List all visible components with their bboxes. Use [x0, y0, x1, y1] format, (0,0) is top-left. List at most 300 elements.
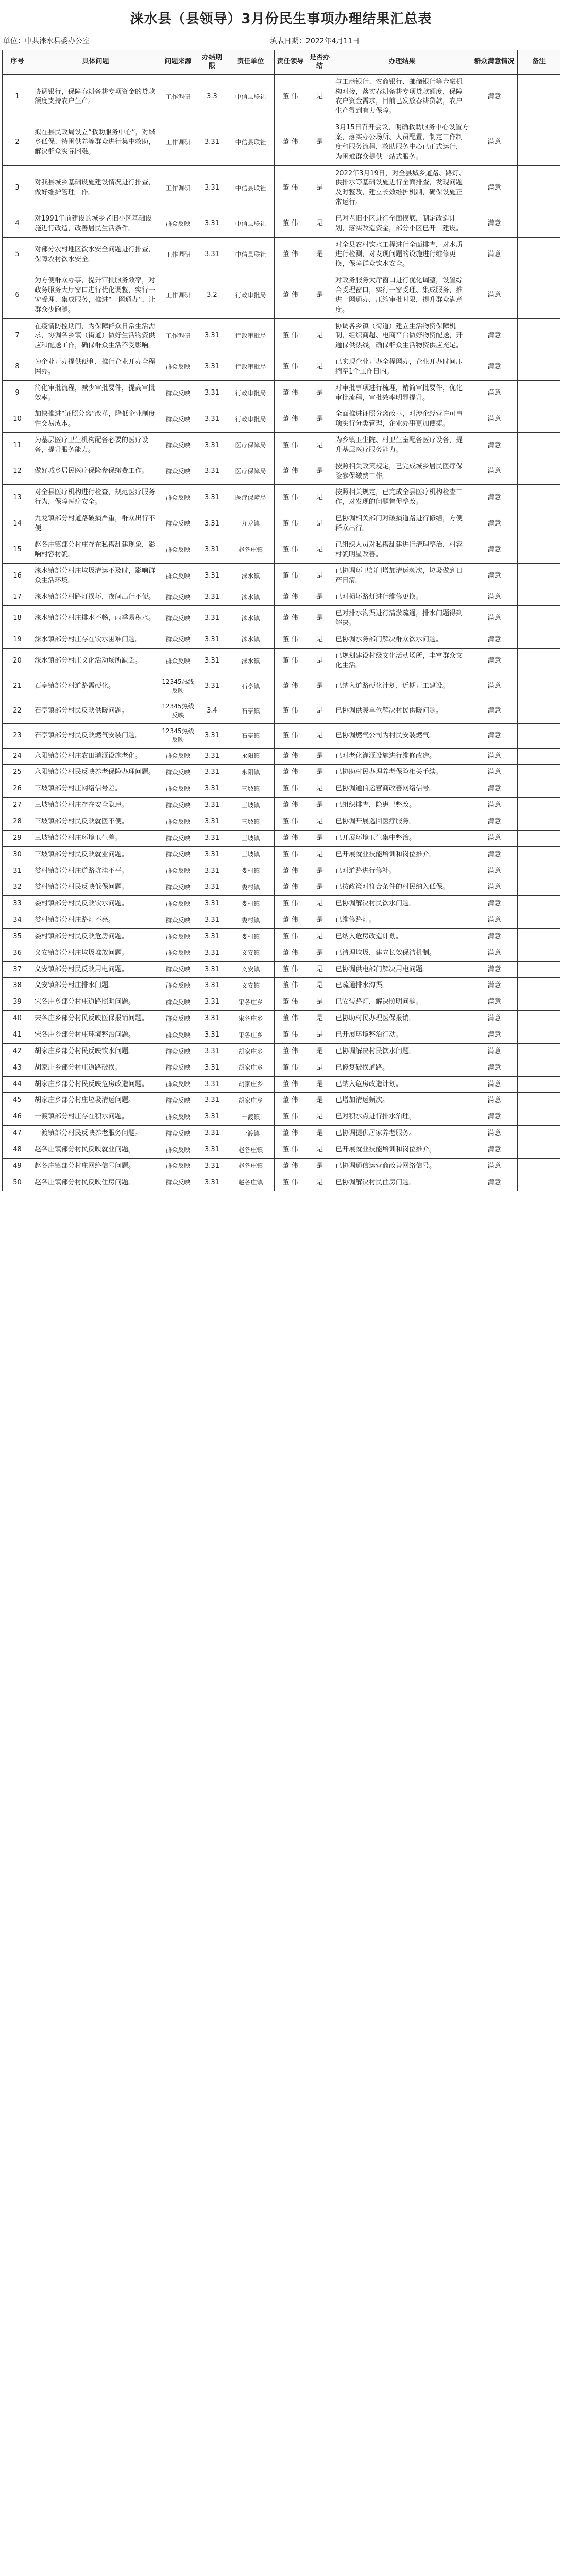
result-cell: 已对积水点进行排水治理。: [333, 1109, 471, 1126]
satisfaction-cell: 满意: [471, 537, 518, 563]
table-row: [3, 699, 560, 724]
note-cell: [518, 606, 560, 632]
row-number: 13: [3, 485, 32, 511]
note-cell: [518, 798, 560, 814]
result-cell: 为乡镇卫生院、村卫生室配备医疗设备，提升基层医疗服务能力。: [333, 433, 471, 459]
deadline-cell: 3.31: [197, 945, 227, 961]
note-cell: [518, 563, 560, 589]
row-number: 40: [3, 1011, 32, 1027]
note-cell: [518, 978, 560, 994]
completed-cell: 是: [306, 1158, 333, 1175]
source-cell: 12345热线反映: [159, 674, 197, 699]
completed-cell: 是: [306, 846, 333, 863]
problem-cell: 石亭镇部分村民反映供暖问题。: [32, 699, 159, 724]
table-row: [3, 354, 560, 381]
note-cell: [518, 1175, 560, 1191]
row-number: 35: [3, 928, 32, 945]
source-cell: 群众反映: [159, 1126, 197, 1142]
deadline-cell: 3.31: [197, 928, 227, 945]
responsible-leader-cell: 董 伟: [275, 928, 306, 945]
completed-cell: 是: [306, 928, 333, 945]
source-cell: 12345热线反映: [159, 699, 197, 724]
responsible-leader-cell: 董 伟: [275, 632, 306, 648]
completed-cell: 是: [306, 354, 333, 381]
completed-cell: 是: [306, 674, 333, 699]
note-cell: [518, 1076, 560, 1093]
row-number: 10: [3, 406, 32, 433]
satisfaction-cell: 满意: [471, 961, 518, 978]
note-cell: [518, 1158, 560, 1175]
result-cell: 已协调水务部门解决群众饮水问题。: [333, 632, 471, 648]
satisfaction-cell: 满意: [471, 211, 518, 237]
note-cell: [518, 632, 560, 648]
table-row: [3, 994, 560, 1011]
responsible-unit-cell: 宋各庄乡: [227, 1011, 275, 1027]
result-cell: 按照相关政策规定，已完成城乡居民医疗保险参保缴费工作。: [333, 459, 471, 485]
row-number: 16: [3, 563, 32, 589]
row-number: 30: [3, 846, 32, 863]
results-table: [2, 50, 560, 1191]
result-cell: 已开展就业技能培训和岗位推介。: [333, 1142, 471, 1158]
table-row: [3, 928, 560, 945]
source-cell: 群众反映: [159, 765, 197, 781]
satisfaction-cell: 满意: [471, 74, 518, 120]
satisfaction-cell: 满意: [471, 1093, 518, 1109]
row-number: 24: [3, 748, 32, 765]
responsible-leader-cell: 董 伟: [275, 830, 306, 846]
satisfaction-cell: 满意: [471, 863, 518, 879]
satisfaction-cell: 满意: [471, 380, 518, 406]
source-cell: 群众反映: [159, 1027, 197, 1043]
completed-cell: 是: [306, 459, 333, 485]
deadline-cell: 3.31: [197, 433, 227, 459]
header-cell: 群众满意情况: [471, 50, 518, 75]
responsible-leader-cell: 董 伟: [275, 723, 306, 748]
table-row: [3, 1158, 560, 1175]
problem-cell: 宋各庄乡部分村民反映医保报销问题。: [32, 1011, 159, 1027]
satisfaction-cell: 满意: [471, 723, 518, 748]
row-number: 6: [3, 273, 32, 318]
table-row: [3, 814, 560, 831]
source-cell: 工作调研: [159, 273, 197, 318]
satisfaction-cell: 满意: [471, 589, 518, 606]
problem-cell: 胡家庄乡部分村民反映饮水问题。: [32, 1043, 159, 1060]
responsible-leader-cell: 董 伟: [275, 912, 306, 929]
completed-cell: 是: [306, 863, 333, 879]
source-cell: 群众反映: [159, 798, 197, 814]
problem-cell: 三坡镇部分村庄存在安全隐患。: [32, 798, 159, 814]
problem-cell: 宋各庄乡部分村庄环境整治问题。: [32, 1027, 159, 1043]
source-cell: 群众反映: [159, 978, 197, 994]
responsible-unit-cell: 三坡镇: [227, 846, 275, 863]
row-number: 3: [3, 165, 32, 211]
note-cell: [518, 674, 560, 699]
satisfaction-cell: 满意: [471, 814, 518, 831]
source-cell: 群众反映: [159, 830, 197, 846]
note-cell: [518, 74, 560, 120]
table-row: [3, 74, 560, 120]
result-cell: 对政务服务大厅窗口进行优化调整，设置综合受理窗口，实行一窗受理、集成服务，推进一网通办，压缩审批时限，提升群众满意度。: [333, 273, 471, 318]
responsible-leader-cell: 董 伟: [275, 120, 306, 165]
problem-cell: 对我县城乡基础设施建设情况进行排查，做好维护管理工作。: [32, 165, 159, 211]
row-number: 44: [3, 1076, 32, 1093]
deadline-cell: 3.31: [197, 1011, 227, 1027]
responsible-leader-cell: 董 伟: [275, 781, 306, 798]
source-cell: 群众反映: [159, 211, 197, 237]
deadline-cell: 3.31: [197, 1175, 227, 1191]
row-number: 23: [3, 723, 32, 748]
responsible-leader-cell: 董 伟: [275, 1076, 306, 1093]
problem-cell: 涞水镇部分村庄存在饮水困难问题。: [32, 632, 159, 648]
row-number: 46: [3, 1109, 32, 1126]
row-number: 2: [3, 120, 32, 165]
note-cell: [518, 318, 560, 354]
responsible-leader-cell: 董 伟: [275, 748, 306, 765]
satisfaction-cell: 满意: [471, 1076, 518, 1093]
note-cell: [518, 1060, 560, 1076]
responsible-leader-cell: 董 伟: [275, 1109, 306, 1126]
satisfaction-cell: 满意: [471, 1142, 518, 1158]
deadline-cell: 3.31: [197, 781, 227, 798]
responsible-unit-cell: 胡家庄乡: [227, 1043, 275, 1060]
row-number: 12: [3, 459, 32, 485]
problem-cell: 赵各庄镇部分村庄存在私搭乱建现象，影响村容村貌。: [32, 537, 159, 563]
problem-cell: 加快推进“证照分离”改革，降低企业制度性交易成本。: [32, 406, 159, 433]
table-row: [3, 433, 560, 459]
source-cell: 群众反映: [159, 1158, 197, 1175]
problem-cell: 涞水镇部分村庄垃圾清运不及时，影响群众生活环境。: [32, 563, 159, 589]
deadline-cell: 3.31: [197, 537, 227, 563]
completed-cell: 是: [306, 765, 333, 781]
responsible-leader-cell: 董 伟: [275, 406, 306, 433]
deadline-cell: 3.31: [197, 380, 227, 406]
result-cell: 对全县农村饮水工程进行全面排查，对水质进行检测，对发现问题的设施进行维修更换，保障群众饮水安全。: [333, 237, 471, 273]
problem-cell: 永阳镇部分村庄农田灌溉设施老化。: [32, 748, 159, 765]
table-row: [3, 798, 560, 814]
responsible-leader-cell: 董 伟: [275, 433, 306, 459]
result-cell: 与工商银行、农商银行、邮储银行等金融机构对接，落实春耕备耕专项贷款额度，保障农户资金需求，目前已发放春耕贷款，农户生产得到有力保障。: [333, 74, 471, 120]
completed-cell: 是: [306, 945, 333, 961]
responsible-leader-cell: 董 伟: [275, 211, 306, 237]
problem-cell: 为基层医疗卫生机构配备必要的医疗设备，提升服务能力。: [32, 433, 159, 459]
row-number: 7: [3, 318, 32, 354]
problem-cell: 娄村镇部分村庄道路坑洼不平。: [32, 863, 159, 879]
table-row: [3, 830, 560, 846]
table-row: [3, 1175, 560, 1191]
source-cell: 工作调研: [159, 74, 197, 120]
satisfaction-cell: 满意: [471, 1126, 518, 1142]
row-number: 18: [3, 606, 32, 632]
row-number: 49: [3, 1158, 32, 1175]
responsible-leader-cell: 董 伟: [275, 1142, 306, 1158]
problem-cell: 赵各庄镇部分村民反映就业问题。: [32, 1142, 159, 1158]
responsible-unit-cell: 三坡镇: [227, 781, 275, 798]
note-cell: [518, 781, 560, 798]
note-cell: [518, 237, 560, 273]
source-cell: 群众反映: [159, 912, 197, 929]
completed-cell: 是: [306, 74, 333, 120]
table-row: [3, 606, 560, 632]
result-cell: 已开展就业技能培训和岗位推介。: [333, 846, 471, 863]
document-title: 涞水县（县领导）3月份民生事项办理结果汇总表: [130, 11, 432, 27]
table-row: [3, 961, 560, 978]
problem-cell: 义安镇部分村庄排水问题。: [32, 978, 159, 994]
table-row: [3, 165, 560, 211]
header-cell: 问题来源: [159, 50, 197, 75]
problem-cell: 一渡镇部分村民反映养老服务问题。: [32, 1126, 159, 1142]
document-page: [0, 0, 562, 1191]
satisfaction-cell: 满意: [471, 912, 518, 929]
responsible-leader-cell: 董 伟: [275, 994, 306, 1011]
responsible-leader-cell: 董 伟: [275, 318, 306, 354]
completed-cell: 是: [306, 830, 333, 846]
completed-cell: 是: [306, 814, 333, 831]
satisfaction-cell: 满意: [471, 406, 518, 433]
row-number: 36: [3, 945, 32, 961]
completed-cell: 是: [306, 1093, 333, 1109]
responsible-unit-cell: 行政审批局: [227, 354, 275, 381]
completed-cell: 是: [306, 318, 333, 354]
satisfaction-cell: 满意: [471, 928, 518, 945]
satisfaction-cell: 满意: [471, 459, 518, 485]
problem-cell: 对全县医疗机构进行检查，规范医疗服务行为，保障医疗安全。: [32, 485, 159, 511]
satisfaction-cell: 满意: [471, 830, 518, 846]
row-number: 39: [3, 994, 32, 1011]
problem-cell: 对部分农村地区饮水安全问题进行排查，保障农村饮水安全。: [32, 237, 159, 273]
result-cell: 已修复破损道路。: [333, 1060, 471, 1076]
note-cell: [518, 912, 560, 929]
satisfaction-cell: 满意: [471, 237, 518, 273]
note-cell: [518, 830, 560, 846]
responsible-unit-cell: 宋各庄乡: [227, 994, 275, 1011]
result-cell: 已维修路灯。: [333, 912, 471, 929]
result-cell: 已纳入危房改造计划。: [333, 1076, 471, 1093]
table-row: [3, 912, 560, 929]
responsible-unit-cell: 赵各庄镇: [227, 1158, 275, 1175]
source-cell: 群众反映: [159, 1175, 197, 1191]
responsible-leader-cell: 董 伟: [275, 563, 306, 589]
completed-cell: 是: [306, 485, 333, 511]
completed-cell: 是: [306, 1109, 333, 1126]
problem-cell: 涞水镇部分村路灯损坏，夜间出行不便。: [32, 589, 159, 606]
note-cell: [518, 485, 560, 511]
source-cell: 群众反映: [159, 814, 197, 831]
row-number: 34: [3, 912, 32, 929]
satisfaction-cell: 满意: [471, 896, 518, 912]
completed-cell: 是: [306, 406, 333, 433]
table-row: [3, 896, 560, 912]
source-cell: 群众反映: [159, 781, 197, 798]
completed-cell: 是: [306, 632, 333, 648]
problem-cell: 胡家庄乡部分村民反映危房改造问题。: [32, 1076, 159, 1093]
responsible-unit-cell: 涞水镇: [227, 632, 275, 648]
header-cell: 备注: [518, 50, 560, 75]
header-cell: 序号: [3, 50, 32, 75]
responsible-unit-cell: 行政审批局: [227, 380, 275, 406]
responsible-unit-cell: 一渡镇: [227, 1109, 275, 1126]
completed-cell: 是: [306, 1142, 333, 1158]
table-row: [3, 879, 560, 896]
source-cell: 群众反映: [159, 928, 197, 945]
deadline-cell: 3.31: [197, 485, 227, 511]
source-cell: 群众反映: [159, 380, 197, 406]
source-cell: 群众反映: [159, 1093, 197, 1109]
responsible-leader-cell: 董 伟: [275, 765, 306, 781]
row-number: 1: [3, 74, 32, 120]
row-number: 29: [3, 830, 32, 846]
problem-cell: 三坡镇部分村庄环境卫生差。: [32, 830, 159, 846]
satisfaction-cell: 满意: [471, 781, 518, 798]
satisfaction-cell: 满意: [471, 1027, 518, 1043]
responsible-unit-cell: 永阳镇: [227, 748, 275, 765]
responsible-leader-cell: 董 伟: [275, 537, 306, 563]
deadline-cell: 3.31: [197, 674, 227, 699]
table-row: [3, 1109, 560, 1126]
problem-cell: 对1991年前建设的城乡老旧小区基础设施进行改造，改善居民生活条件。: [32, 211, 159, 237]
responsible-leader-cell: 董 伟: [275, 846, 306, 863]
deadline-cell: 3.31: [197, 1142, 227, 1158]
responsible-unit-cell: 医疗保障局: [227, 459, 275, 485]
satisfaction-cell: 满意: [471, 563, 518, 589]
responsible-unit-cell: 娄村镇: [227, 928, 275, 945]
note-cell: [518, 699, 560, 724]
note-cell: [518, 511, 560, 537]
deadline-cell: 3.31: [197, 632, 227, 648]
source-cell: 群众反映: [159, 459, 197, 485]
row-number: 27: [3, 798, 32, 814]
source-cell: 群众反映: [159, 563, 197, 589]
source-cell: 群众反映: [159, 961, 197, 978]
source-cell: 群众反映: [159, 879, 197, 896]
completed-cell: 是: [306, 978, 333, 994]
deadline-cell: 3.31: [197, 237, 227, 273]
result-cell: 按照相关规定，已完成全县医疗机构检查工作，对发现的问题督促整改。: [333, 485, 471, 511]
table-row: [3, 537, 560, 563]
note-cell: [518, 433, 560, 459]
responsible-unit-cell: 义安镇: [227, 978, 275, 994]
completed-cell: 是: [306, 994, 333, 1011]
satisfaction-cell: 满意: [471, 765, 518, 781]
responsible-leader-cell: 董 伟: [275, 896, 306, 912]
problem-cell: 娄村镇部分村民反映危房问题。: [32, 928, 159, 945]
deadline-cell: 3.31: [197, 606, 227, 632]
completed-cell: 是: [306, 723, 333, 748]
table-row: [3, 589, 560, 606]
deadline-cell: 3.31: [197, 511, 227, 537]
satisfaction-cell: 满意: [471, 699, 518, 724]
source-cell: 群众反映: [159, 863, 197, 879]
responsible-unit-cell: 中信县联社: [227, 165, 275, 211]
note-cell: [518, 945, 560, 961]
responsible-unit-cell: 娄村镇: [227, 879, 275, 896]
table-row: [3, 674, 560, 699]
note-cell: [518, 896, 560, 912]
result-cell: 已组织人员对私搭乱建进行清理整治，村容村貌明显改善。: [333, 537, 471, 563]
responsible-unit-cell: 三坡镇: [227, 830, 275, 846]
responsible-unit-cell: 医疗保障局: [227, 485, 275, 511]
source-cell: 群众反映: [159, 648, 197, 674]
note-cell: [518, 537, 560, 563]
satisfaction-cell: 满意: [471, 120, 518, 165]
deadline-cell: 3.31: [197, 830, 227, 846]
result-cell: 已开展环境卫生集中整治。: [333, 830, 471, 846]
deadline-cell: 3.31: [197, 912, 227, 929]
result-cell: 2022年3月19日，对全县城乡道路、路灯、供排水等基础设施进行全面排查，发现问题及时整改，建立长效维护机制，确保设施正常运行。: [333, 165, 471, 211]
table-row: [3, 406, 560, 433]
row-number: 14: [3, 511, 32, 537]
source-cell: 群众反映: [159, 589, 197, 606]
responsible-unit-cell: 三坡镇: [227, 814, 275, 831]
responsible-unit-cell: 胡家庄乡: [227, 1093, 275, 1109]
responsible-unit-cell: 宋各庄乡: [227, 1027, 275, 1043]
row-number: 45: [3, 1093, 32, 1109]
responsible-leader-cell: 董 伟: [275, 589, 306, 606]
result-cell: 已规划建设村级文化活动场所，丰富群众文化生活。: [333, 648, 471, 674]
note-cell: [518, 406, 560, 433]
result-cell: 已协调供暖单位解决村民供暖问题。: [333, 699, 471, 724]
source-cell: 群众反映: [159, 433, 197, 459]
responsible-unit-cell: 胡家庄乡: [227, 1060, 275, 1076]
result-cell: 协调各乡镇（街道）建立生活物资保障机制，组织商超、电商平台做好物资配送，开通保供热线，确保群众生活物资供应充足。: [333, 318, 471, 354]
responsible-unit-cell: 石亭镇: [227, 699, 275, 724]
result-cell: 已协调通信运营商改善网络信号。: [333, 781, 471, 798]
completed-cell: 是: [306, 237, 333, 273]
problem-cell: 娄村镇部分村庄路灯不亮。: [32, 912, 159, 929]
responsible-leader-cell: 董 伟: [275, 1126, 306, 1142]
note-cell: [518, 648, 560, 674]
result-cell: 已对老化灌溉设施进行维修改造。: [333, 748, 471, 765]
satisfaction-cell: 满意: [471, 511, 518, 537]
responsible-leader-cell: 董 伟: [275, 648, 306, 674]
completed-cell: 是: [306, 879, 333, 896]
table-row: [3, 380, 560, 406]
note-cell: [518, 589, 560, 606]
completed-cell: 是: [306, 781, 333, 798]
table-row: [3, 748, 560, 765]
table-row: [3, 648, 560, 674]
table-row: [3, 945, 560, 961]
result-cell: 已协调解决村民住房问题。: [333, 1175, 471, 1191]
note-cell: [518, 863, 560, 879]
row-number: 47: [3, 1126, 32, 1142]
row-number: 37: [3, 961, 32, 978]
responsible-leader-cell: 董 伟: [275, 863, 306, 879]
deadline-cell: 3.31: [197, 994, 227, 1011]
satisfaction-cell: 满意: [471, 273, 518, 318]
deadline-cell: 3.31: [197, 211, 227, 237]
row-number: 15: [3, 537, 32, 563]
deadline-cell: 3.31: [197, 896, 227, 912]
responsible-leader-cell: 董 伟: [275, 1158, 306, 1175]
result-cell: 已对损坏路灯进行维修更换。: [333, 589, 471, 606]
note-cell: [518, 723, 560, 748]
satisfaction-cell: 满意: [471, 879, 518, 896]
row-number: 17: [3, 589, 32, 606]
row-number: 28: [3, 814, 32, 831]
result-cell: 已协调环卫部门增加清运频次，垃圾做到日产日清。: [333, 563, 471, 589]
problem-cell: 做好城乡居民医疗保险参保缴费工作。: [32, 459, 159, 485]
row-number: 4: [3, 211, 32, 237]
header-cell: 责任领导: [275, 50, 306, 75]
responsible-unit-cell: 永阳镇: [227, 765, 275, 781]
completed-cell: 是: [306, 699, 333, 724]
responsible-unit-cell: 医疗保障局: [227, 433, 275, 459]
row-number: 20: [3, 648, 32, 674]
deadline-cell: 3.31: [197, 648, 227, 674]
responsible-unit-cell: 九龙镇: [227, 511, 275, 537]
result-cell: 全面推进证照分离改革，对涉企经营许可事项实行分类管理，企业办事更加便捷。: [333, 406, 471, 433]
result-cell: 已协助村民办理养老保险相关手续。: [333, 765, 471, 781]
